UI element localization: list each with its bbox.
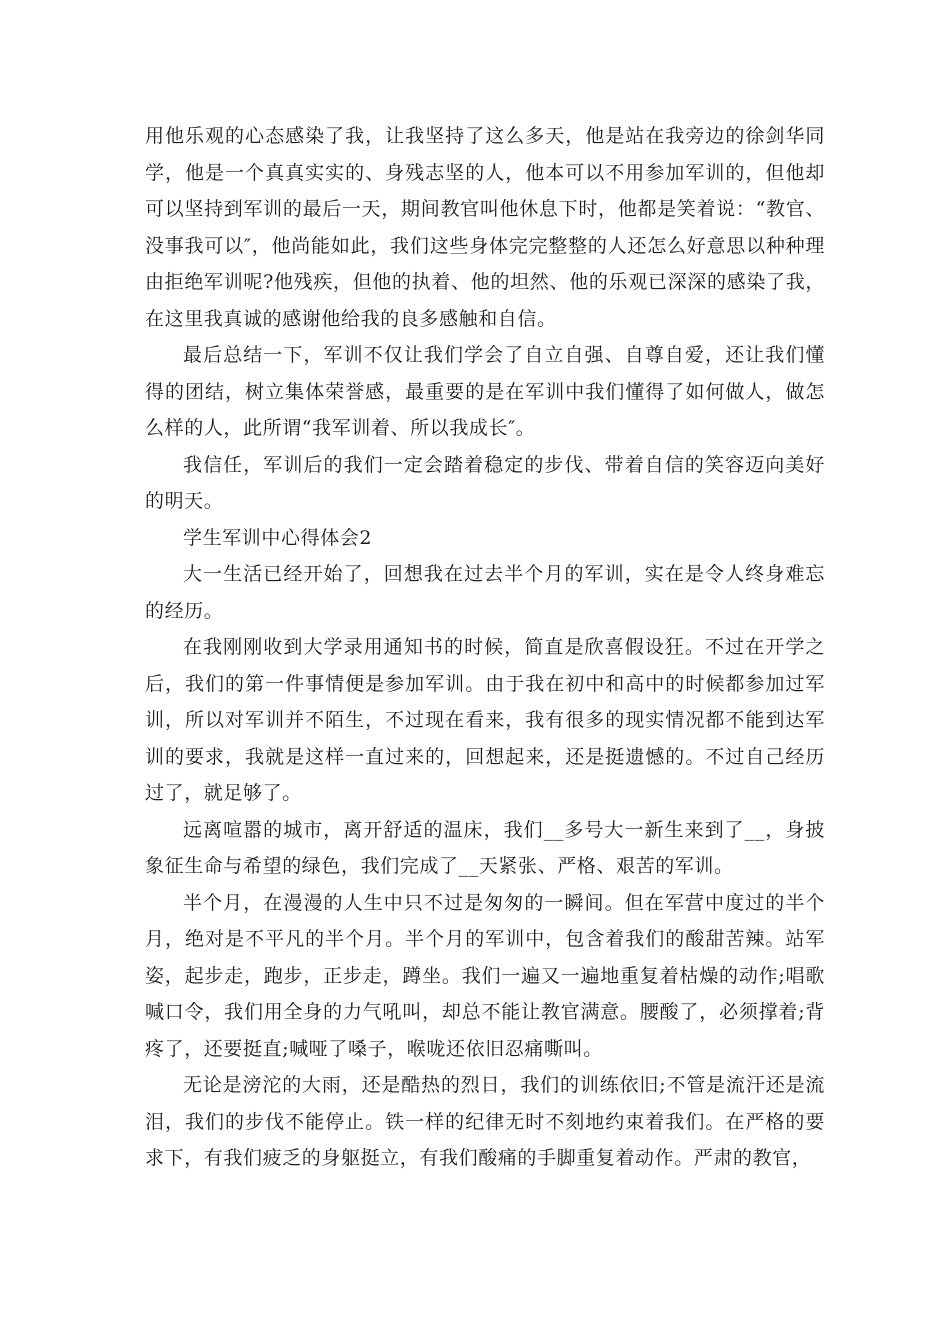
paragraph-1: 用他乐观的心态感染了我，让我坚持了这么多天，他是站在我旁边的徐剑华同学，他是一个真真实实的、身残志坚的人，他本可以不用参加军训的，但他却可以坚持到军训的最后一天，期间教官叫他休息下时，他都是笑着说：“教官、没事我可以″，他尚能如此，我们这些身体完完整整的人还怎么好意思以种种理由拒绝军训呢?他残疾，但他的执着、他的坦然、他的乐观已深深的感染了我，在这里我真诚的感谢他给我的良多感触和自信。 xyxy=(145,125,825,330)
paragraph-7: 远离喧嚣的城市，离开舒适的温床，我们__多号大一新生来到了__，身披象征生命与希望的绿色，我们完成了__天紧张、严格、艰苦的军训。 xyxy=(145,818,825,877)
paragraph-9: 无论是滂沱的大雨，还是酷热的烈日，我们的训练依旧;不管是流汗还是流泪，我们的步伐不能停止。铁一样的纪律无时不刻地约束着我们。在严格的要求下，有我们疲乏的身躯挺立，有我们酸痛的手脚重复着动作。严肃的教官， xyxy=(145,1074,825,1169)
document-body xyxy=(145,118,825,1177)
paragraph-6: 在我刚刚收到大学录用通知书的时候，简直是欣喜假设狂。不过在开学之后，我们的第一件事情便是参加军训。由于我在初中和高中的时候都参加过军训，所以对军训并不陌生，不过现在看来，我有很多的现实情况都不能到达军训的要求，我就是这样一直过来的，回想起来，还是挺遗憾的。不过自己经历过了，就足够了。 xyxy=(145,636,825,804)
paragraph-5: 大一生活已经开始了，回想我在过去半个月的军训，实在是令人终身难忘的经历。 xyxy=(145,563,825,622)
paragraph-8: 半个月，在漫漫的人生中只不过是匆匆的一瞬间。但在军营中度过的半个月，绝对是不平凡的半个月。半个月的军训中，包含着我们的酸甜苦辣。站军姿，起步走，跑步，正步走，蹲坐。我们一遍又一遍地重复着枯燥的动作;唱歌喊口令，我们用全身的力气吼叫，却总不能让教官满意。腰酸了，必须撑着;背疼了，还要挺直;喊哑了嗓子，喉咙还依旧忍痛嘶叫。 xyxy=(145,891,825,1060)
section-heading: 学生军训中心得体会2 xyxy=(183,526,373,549)
paragraph-2: 最后总结一下，军训不仅让我们学会了自立自强、自尊自爱，还让我们懂得的团结，树立集体荣誉感，最重要的是在军训中我们懂得了如何做人，做怎么样的人，此所谓“我军训着、所以我成长″。 xyxy=(145,344,825,439)
paragraph-3: 我信任，军训后的我们一定会踏着稳定的步伐、带着自信的笑容迈向美好的明天。 xyxy=(145,453,825,512)
